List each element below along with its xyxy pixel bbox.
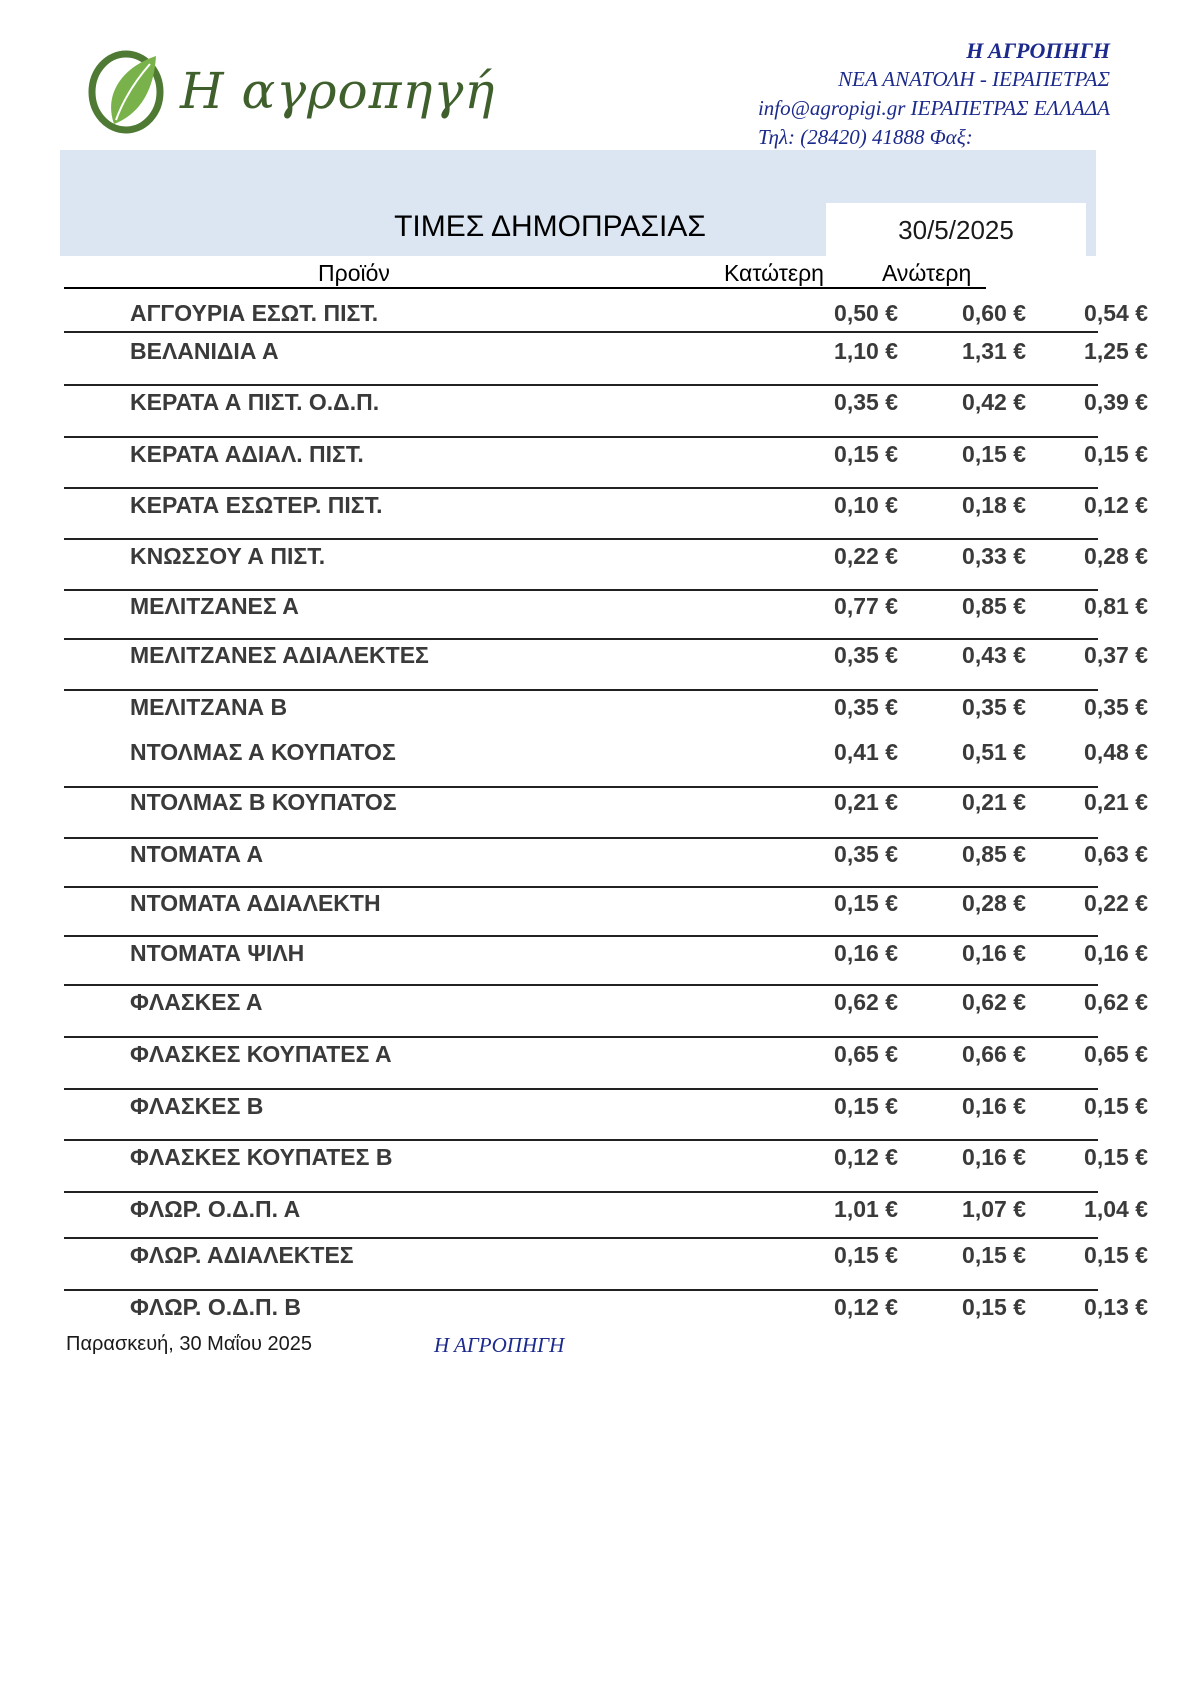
price-high: 0,43 €	[962, 642, 1026, 668]
row-divider	[64, 638, 1098, 640]
product-name: ΜΕΛΙΤΖΑΝΑ Β	[130, 694, 288, 720]
product-name: ΝΤΟΛΜΑΣ Α ΚΟΥΠΑΤΟΣ	[130, 739, 396, 765]
price-avg: 0,13 €	[1084, 1294, 1148, 1320]
price-low: 0,15 €	[834, 1242, 898, 1268]
row-divider	[64, 436, 1098, 438]
product-name: ΦΛΑΣΚΕΣ Β	[130, 1093, 264, 1119]
price-low: 0,12 €	[834, 1144, 898, 1170]
price-high: 0,15 €	[962, 1242, 1026, 1268]
price-avg: 0,37 €	[1084, 642, 1148, 668]
price-low: 1,10 €	[834, 338, 898, 364]
company-info	[758, 36, 1110, 152]
price-low: 0,41 €	[834, 739, 898, 765]
price-avg: 1,25 €	[1084, 338, 1148, 364]
company-logo	[84, 40, 496, 140]
table-row	[64, 694, 1148, 728]
header-product: Προϊόν	[318, 260, 390, 286]
company-phone-line: Τηλ: (28420) 41888 Φαξ:	[757, 125, 973, 149]
price-high: 0,42 €	[962, 389, 1026, 415]
price-low: 0,22 €	[834, 543, 898, 569]
row-divider	[64, 1289, 1098, 1291]
company-address: ΝΕΑ ΑΝΑΤΟΛΗ - ΙΕΡΑΠΕΤΡΑΣ	[838, 67, 1110, 91]
price-avg: 0,81 €	[1084, 593, 1148, 619]
product-name: ΚΕΡΑΤΑ ΑΔΙΑΛ. ΠΙΣΤ.	[130, 441, 364, 467]
price-avg: 0,15 €	[1084, 1144, 1148, 1170]
product-name: ΝΤΟΜΑΤΑ Α	[130, 841, 264, 867]
price-high: 0,35 €	[962, 694, 1026, 720]
row-divider	[64, 786, 1098, 788]
price-low: 0,12 €	[834, 1294, 898, 1320]
price-avg: 0,12 €	[1084, 492, 1148, 518]
page-title: ΤΙΜΕΣ ΔΗΜΟΠΡΑΣΙΑΣ	[394, 210, 706, 243]
row-divider	[64, 1237, 1098, 1239]
table-row	[64, 989, 1148, 1023]
price-avg: 0,21 €	[1084, 789, 1148, 815]
price-high: 0,66 €	[962, 1041, 1026, 1067]
product-name: ΝΤΟΜΑΤΑ ΑΔΙΑΛΕΚΤΗ	[130, 890, 381, 916]
leaf-logo-icon	[84, 46, 174, 136]
price-avg: 0,65 €	[1084, 1041, 1148, 1067]
row-divider	[64, 1036, 1098, 1038]
price-avg: 0,63 €	[1084, 841, 1148, 867]
row-divider	[64, 1088, 1098, 1090]
price-high: 1,07 €	[962, 1196, 1026, 1222]
table-row	[64, 789, 1148, 823]
price-low: 0,15 €	[834, 1093, 898, 1119]
price-high: 0,15 €	[962, 1294, 1026, 1320]
product-name: ΚΝΩΣΣΟΥ Α ΠΙΣΤ.	[130, 543, 326, 569]
table-row	[64, 1196, 1148, 1230]
row-divider	[64, 384, 1098, 386]
price-high: 0,15 €	[962, 441, 1026, 467]
price-high: 0,18 €	[962, 492, 1026, 518]
product-name: ΜΕΛΙΤΖΑΝΕΣ ΑΔΙΑΛΕΚΤΕΣ	[130, 642, 429, 668]
table-row	[64, 543, 1148, 577]
table-row	[64, 441, 1148, 475]
price-high: 0,62 €	[962, 989, 1026, 1015]
price-avg: 0,15 €	[1084, 441, 1148, 467]
table-row	[64, 841, 1148, 875]
price-low: 0,77 €	[834, 593, 898, 619]
row-divider	[64, 984, 1098, 986]
company-email-line: info@agropigi.gr ΙΕΡΑΠΕΤΡΑΣ ΕΛΛΑΔΑ	[757, 96, 1110, 120]
product-name: ΦΛΑΣΚΕΣ ΚΟΥΠΑΤΕΣ Β	[130, 1144, 393, 1170]
row-divider	[64, 886, 1098, 888]
price-low: 0,35 €	[834, 389, 898, 415]
price-low: 0,62 €	[834, 989, 898, 1015]
price-avg: 0,15 €	[1084, 1242, 1148, 1268]
price-high: 1,31 €	[962, 338, 1026, 364]
price-avg: 0,35 €	[1084, 694, 1148, 720]
logo-text: Η αγροπηγή	[180, 62, 496, 120]
table-row	[64, 890, 1148, 924]
product-name: ΜΕΛΙΤΖΑΝΕΣ Α	[130, 593, 299, 619]
row-divider	[64, 837, 1098, 839]
price-low: 0,35 €	[834, 694, 898, 720]
row-divider	[64, 487, 1098, 489]
price-high: 0,33 €	[962, 543, 1026, 569]
price-avg: 0,62 €	[1084, 989, 1148, 1015]
product-name: ΦΛΩΡ. Ο.Δ.Π. Β	[130, 1294, 302, 1320]
price-low: 0,50 €	[834, 300, 898, 326]
price-low: 0,35 €	[834, 841, 898, 867]
row-divider	[64, 935, 1098, 937]
footer-company: Η ΑΓΡΟΠΗΓΗ	[434, 1333, 565, 1357]
price-low: 0,35 €	[834, 642, 898, 668]
price-low: 0,15 €	[834, 441, 898, 467]
price-avg: 0,28 €	[1084, 543, 1148, 569]
price-avg: 1,04 €	[1084, 1196, 1148, 1222]
price-high: 0,16 €	[962, 1144, 1026, 1170]
price-high: 0,60 €	[962, 300, 1026, 326]
header-strip	[60, 256, 986, 288]
price-avg: 0,22 €	[1084, 890, 1148, 916]
price-high: 0,16 €	[962, 1093, 1026, 1119]
table-row	[64, 739, 1148, 773]
table-row	[64, 1242, 1148, 1276]
price-low: 0,21 €	[834, 789, 898, 815]
price-high: 0,85 €	[962, 841, 1026, 867]
product-name: ΦΛΩΡ. ΑΔΙΑΛΕΚΤΕΣ	[130, 1242, 354, 1268]
price-low: 0,10 €	[834, 492, 898, 518]
price-avg: 0,54 €	[1084, 300, 1148, 326]
price-avg: 0,15 €	[1084, 1093, 1148, 1119]
product-name: ΦΛΑΣΚΕΣ ΚΟΥΠΑΤΕΣ Α	[130, 1041, 392, 1067]
product-name: ΦΛΑΣΚΕΣ Α	[130, 989, 263, 1015]
product-name: ΚΕΡΑΤΑ Α ΠΙΣΤ. Ο.Δ.Π.	[130, 389, 380, 415]
table-row	[64, 389, 1148, 423]
row-divider	[64, 538, 1098, 540]
row-divider	[64, 1139, 1098, 1141]
table-row	[64, 492, 1148, 526]
price-avg: 0,39 €	[1084, 389, 1148, 415]
product-name: ΦΛΩΡ. Ο.Δ.Π. Α	[130, 1196, 301, 1222]
product-name: ΝΤΟΛΜΑΣ Β ΚΟΥΠΑΤΟΣ	[130, 789, 397, 815]
price-low: 0,65 €	[834, 1041, 898, 1067]
row-divider	[64, 589, 1098, 591]
price-high: 0,85 €	[962, 593, 1026, 619]
header-high: Ανώτερη	[882, 260, 972, 286]
table-row	[64, 1294, 1148, 1328]
header-low: Κατώτερη	[724, 260, 824, 286]
row-divider	[64, 689, 1098, 691]
price-low: 0,15 €	[834, 890, 898, 916]
table-row	[64, 593, 1148, 627]
price-high: 0,16 €	[962, 940, 1026, 966]
product-name: ΒΕΛΑΝΙΔΙΑ Α	[130, 338, 279, 364]
header-divider	[64, 287, 986, 289]
price-high: 0,21 €	[962, 789, 1026, 815]
product-name: ΑΓΓΟΥΡΙΑ ΕΣΩΤ. ΠΙΣΤ.	[130, 300, 379, 326]
row-divider	[64, 1191, 1098, 1193]
company-name: Η ΑΓΡΟΠΗΓΗ	[966, 38, 1110, 63]
price-high: 0,51 €	[962, 739, 1026, 765]
price-low: 0,16 €	[834, 940, 898, 966]
footer-date: Παρασκευή, 30 Μαΐου 2025	[66, 1333, 312, 1355]
product-name: ΚΕΡΑΤΑ ΕΣΩΤΕΡ. ΠΙΣΤ.	[130, 492, 383, 518]
auction-date: 30/5/2025	[898, 215, 1014, 245]
price-avg: 0,16 €	[1084, 940, 1148, 966]
table-row	[64, 642, 1148, 676]
table-row	[64, 1041, 1148, 1075]
table-row	[64, 940, 1148, 974]
table-row	[64, 338, 1148, 372]
price-low: 1,01 €	[834, 1196, 898, 1222]
price-high: 0,28 €	[962, 890, 1026, 916]
row-divider	[64, 331, 1098, 333]
table-row	[64, 1093, 1148, 1127]
price-avg: 0,48 €	[1084, 739, 1148, 765]
table-row	[64, 1144, 1148, 1178]
table-row	[64, 300, 1148, 334]
date-box	[826, 203, 1086, 256]
product-name: ΝΤΟΜΑΤΑ ΨΙΛΗ	[130, 940, 305, 966]
